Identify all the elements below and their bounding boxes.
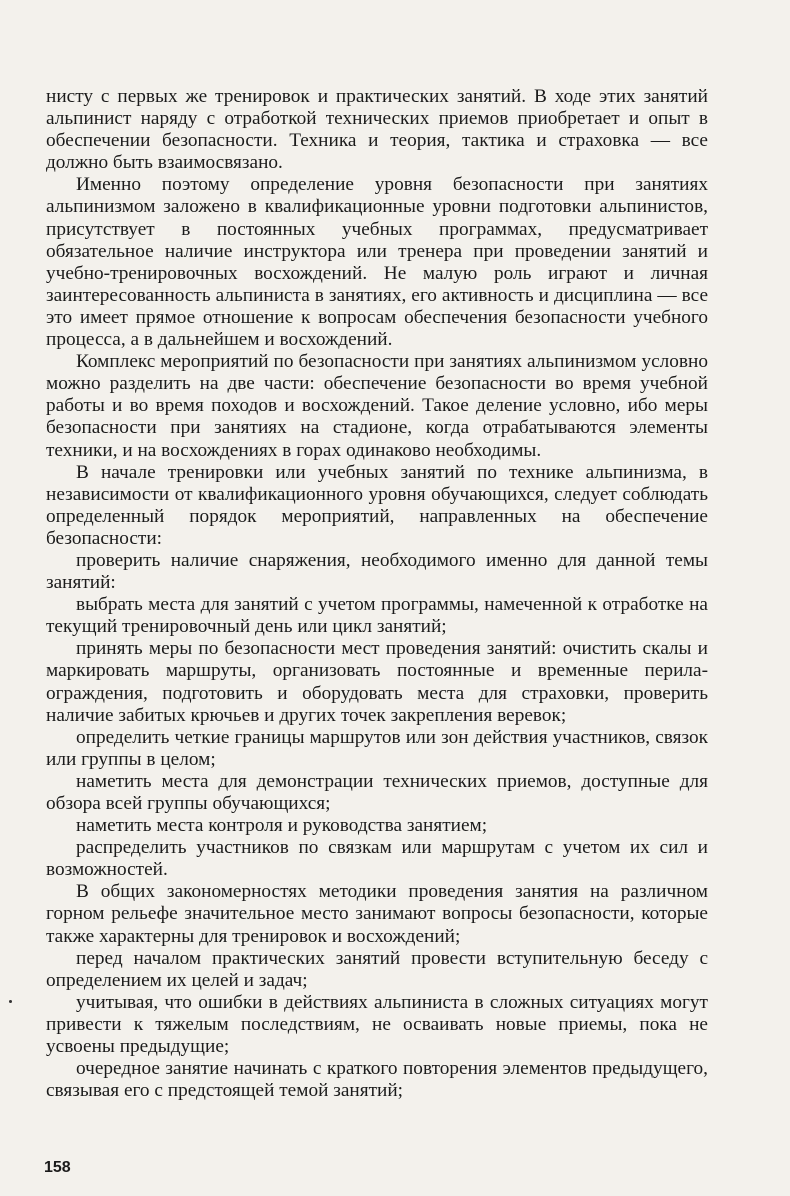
paragraph: В общих закономерностях методики проведения занятия на различном горном рельефе значительное место занимают вопросы безопасности, которые также характерны для тренировок и восхождений; [46,881,708,947]
list-item: выбрать места для занятий с учетом программы, намеченной к отработке на текущий тренировочный день или цикл занятий; [46,594,708,638]
list-item: определить четкие границы маршрутов или зон действия участников, связок или группы в целом; [46,726,708,770]
paragraph-continuation: нисту с первых же тренировок и практических занятий. В ходе этих занятий альпинист наряду с отработкой технических приемов приобретает и опыт в обеспечении безопасности. Техника и теория, тактика и страховка — все должно быть взаимосвязано. [46,86,708,174]
list-item: очередное занятие начинать с краткого повторения элементов предыдущего, связывая его с предстоящей темой занятий; [46,1058,708,1102]
list-item: проверить наличие снаряжения, необходимого именно для данной темы занятий: [46,549,708,594]
paragraph: Именно поэтому определение уровня безопасности при занятиях альпинизмом заложено в квалификационные уровни подготовки альпинистов, присутствует в постоянных учебных программах, предусматривает обязательное наличие инструктора или тренера при проведении занятий и учебно-тренировочных восхождений. Не малую роль играют и личная заинтересованность альпиниста в занятиях, его активность и дисциплина — все это имеет прямое отношение к вопросам обеспечения безопасности учебного процесса, а в дальнейшем и восхождений. [46,174,708,351]
page-number: 158 [44,1159,71,1176]
list-item: наметить места для демонстрации технических приемов, доступные для обзора всей группы обучающихся; [46,770,708,814]
list-item: принять меры по безопасности мест проведения занятий: очистить скалы и маркировать маршруты, организовать постоянные и временные перила-ограждения, подготовить и оборудовать места для страховки, проверить наличие забитых крючьев и других точек закрепления веревок; [46,638,708,726]
list-item: учитывая, что ошибки в действиях альпиниста в сложных ситуациях могут привести к тяжелым последствиям, не осваивать новые приемы, пока не усвоены предыдущие; [46,991,708,1058]
list-item: перед началом практических занятий провести вступительную беседу с определением их целей и задач; [46,947,708,991]
list-item: наметить места контроля и руководства занятием; [76,815,488,837]
page-body [46,86,708,1102]
paragraph: В начале тренировки или учебных занятий по технике альпинизма, в независимости от квалификационного уровня обучающихся, следует соблюдать определенный порядок мероприятий, направленных на обеспечение безопасности: [46,461,708,549]
print-speck [9,1000,12,1003]
list-item: распределить участников по связкам или маршрутам с учетом их сил и возможностей. [46,837,708,881]
paragraph: Комплекс мероприятий по безопасности при занятиях альпинизмом условно можно разделить на две части: обеспечение безопасности во время учебной работы и во время походов и восхождений. Такое деление условно, ибо меры безопасности при занятиях на стадионе, когда отрабатываются элементы техники, и на восхождениях в горах одинаково необходимы. [46,351,708,461]
